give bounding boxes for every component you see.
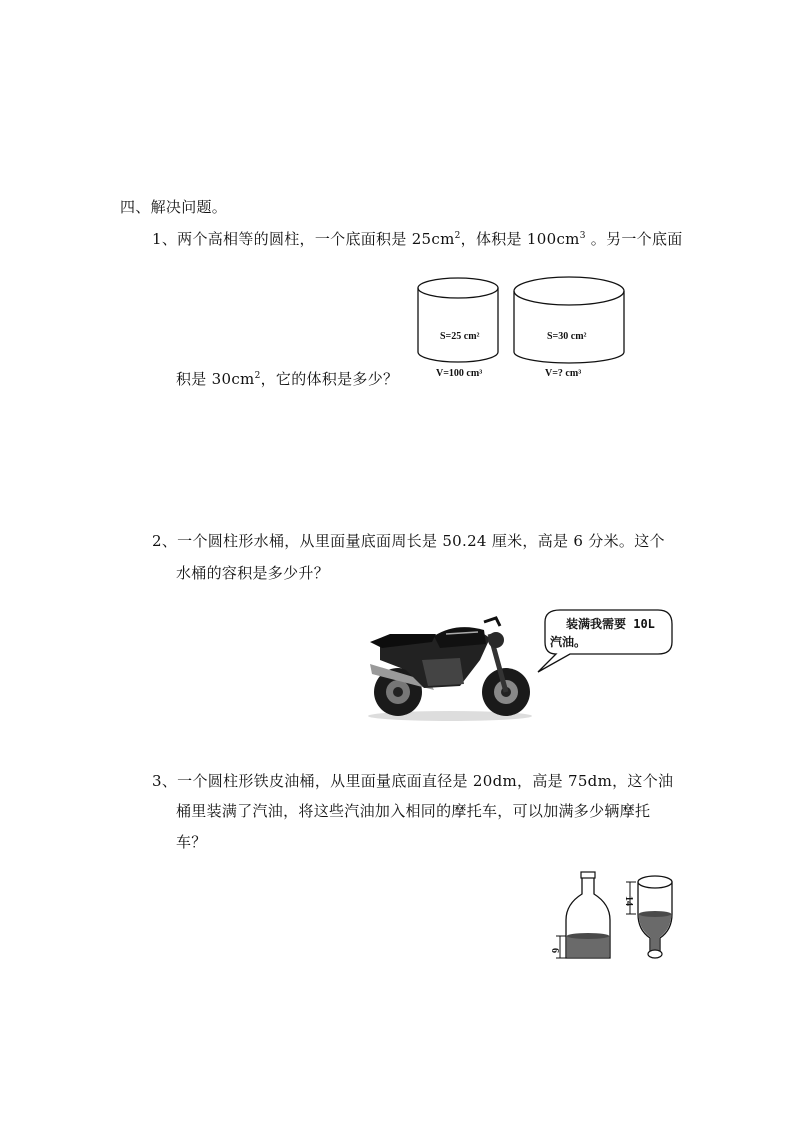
q1-text-d: 积是 30cm (176, 370, 255, 388)
cyl2-volume-label: V=? cm³ (545, 368, 582, 379)
q1-sup-3: 2 (254, 371, 261, 381)
question-3-line-2: 桶里装满了汽油，将这些汽油加入相同的摩托车，可以加满多少辆摩托 (176, 802, 651, 820)
cylinders-figure (412, 272, 632, 384)
q1-text-a: 1、两个高相等的圆柱，一个底面积是 25cm (152, 230, 455, 248)
q1-sup-1: 2 (454, 231, 461, 241)
motorcycle-icon (368, 618, 532, 721)
bottle-icon (549, 872, 672, 958)
question-2-line-1: 2、一个圆柱形水桶，从里面量底面周长是 50.24 厘米，高是 6 分米。这个 (152, 532, 665, 550)
speech-bubble (538, 610, 672, 672)
q1-sup-2: 3 (579, 231, 586, 241)
cylinder-left (418, 278, 498, 362)
question-1-line-2 (176, 368, 398, 389)
cyl2-area-label: S=30 cm² (547, 331, 587, 342)
question-3-line-1: 3、一个圆柱形铁皮油桶，从里面量底面直径是 20dm，高是 75dm，这个油 (152, 772, 674, 790)
cylinder-right (514, 277, 624, 363)
question-2-line-2: 水桶的容积是多少升？ (176, 564, 330, 582)
bubble-line-1: 装满我需要 10L (566, 617, 655, 631)
motorcycle-figure (360, 604, 680, 722)
question-1-line-1 (152, 228, 683, 249)
q1-text-c: 。另一个底面 (585, 230, 683, 248)
question-3-line-3: 车？ (176, 833, 207, 851)
q1-text-b: ，体积是 100cm (460, 230, 580, 248)
cyl1-area-label: S=25 cm² (440, 331, 480, 342)
bubble-line-2: 汽油。 (550, 635, 587, 649)
q1-text-e: ，它的体积是多少？ (260, 370, 399, 388)
bottle-left-label: 6 (549, 948, 560, 953)
bottles-figure (540, 868, 680, 966)
cyl1-volume-label: V=100 cm³ (436, 368, 483, 379)
section-title: 四、解决问题。 (120, 198, 228, 216)
bottle-right-label: 14 (623, 896, 634, 906)
